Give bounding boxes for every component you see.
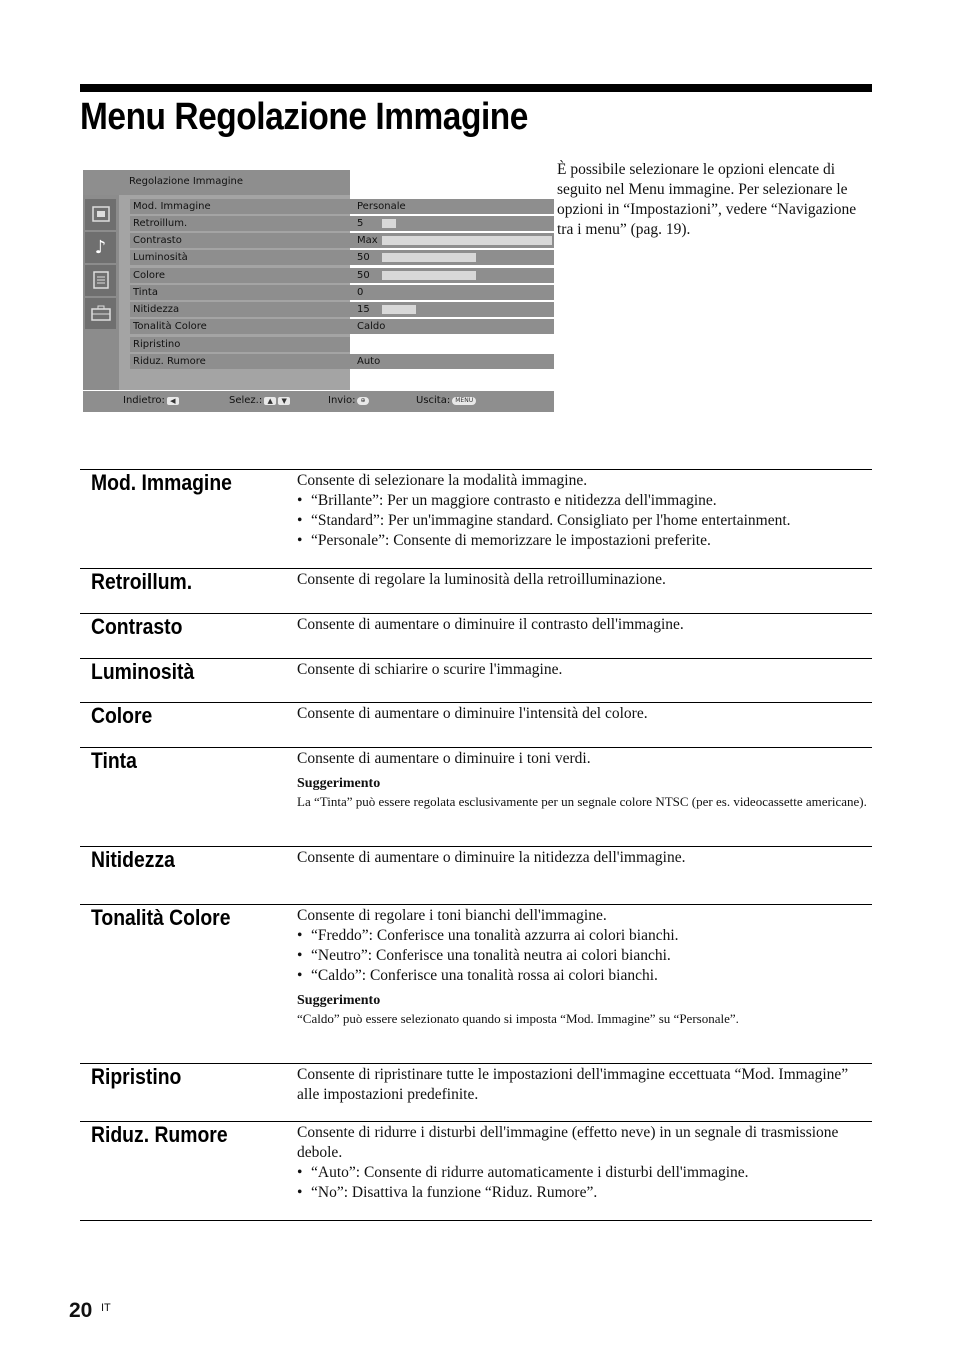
entry-description xyxy=(297,848,867,868)
entry-term: Riduz. Rumore xyxy=(91,1122,228,1147)
enter-hint: Invio: ⊕ xyxy=(328,395,369,406)
osd-title: Regolazione Immagine xyxy=(129,176,244,187)
entry xyxy=(80,568,872,594)
osd-footer xyxy=(83,391,554,412)
bottom-rule xyxy=(80,1220,872,1221)
bullet-item: • “Neutro”: Conferisce una tonalità neutra ai colori bianchi. xyxy=(297,946,867,966)
entry-description xyxy=(297,615,867,635)
entry-text: Consente di regolare i toni bianchi dell'immagine. xyxy=(297,907,607,924)
osd-titlebar xyxy=(83,170,350,195)
entry-description xyxy=(297,660,867,680)
entry-text: Consente di regolare la luminosità della retroilluminazione. xyxy=(297,571,666,588)
entry-description xyxy=(297,749,867,811)
entry xyxy=(80,904,872,1026)
entry-term: Contrasto xyxy=(91,614,183,639)
tip-heading: Suggerimento xyxy=(297,776,381,791)
osd-row-value: Auto xyxy=(350,354,554,369)
entry-term: Retroillum. xyxy=(91,569,193,594)
osd-row-label[interactable]: Ripristino xyxy=(130,337,350,352)
entry xyxy=(80,1063,872,1103)
page-language: IT xyxy=(101,1302,111,1314)
bullet-item: • “Brillante”: Per un maggiore contrasto e nitidezza dell'immagine. xyxy=(297,491,867,511)
tip-text: “Caldo” può essere selezionato quando si imposta “Mod. Immagine” su “Personale”. xyxy=(297,1011,739,1026)
entry xyxy=(80,613,872,639)
bullet-item: • “Auto”: Consente di ridurre automaticamente i disturbi dell'immagine. xyxy=(297,1163,867,1183)
osd-row-value: Caldo xyxy=(350,319,554,334)
osd-row-label[interactable]: Colore xyxy=(130,268,350,283)
entry xyxy=(80,846,872,872)
tip-text: La “Tinta” può essere regolata esclusivamente per un segnale colore NTSC (per es. videocassette americane). xyxy=(297,794,867,809)
enter-key-icon: ⊕ xyxy=(357,397,368,405)
bullet-item: • “Standard”: Per un'immagine standard. Consigliato per l'home entertainment. xyxy=(297,511,867,531)
entry-description xyxy=(297,1123,867,1203)
osd-row-label[interactable]: Retroillum. xyxy=(130,216,350,231)
bullet-item: • “Caldo”: Conferisce una tonalità rossa ai colori bianchi. xyxy=(297,966,867,986)
entry-description xyxy=(297,704,867,724)
entry-text: Consente di aumentare o diminuire l'intensità del colore. xyxy=(297,705,648,722)
osd-row-value: 0 xyxy=(350,285,554,300)
entry xyxy=(80,658,872,684)
back-arrow-icon: ◀ xyxy=(167,397,179,405)
entry-text: Consente di ridurre i disturbi dell'immagine (effetto neve) in un segnale di trasmissione debole. xyxy=(297,1124,839,1161)
entry-text: Consente di aumentare o diminuire la nitidezza dell'immagine. xyxy=(297,849,686,866)
intro-text: È possibile selezionare le opzioni elencate di seguito nel Menu immagine. Per selezionare le opzioni in “Impostazioni”, vedere “Navigazione tra i menu” (pag. 19). xyxy=(557,161,857,238)
entry-term: Tinta xyxy=(91,748,137,773)
osd-row-label[interactable]: Contrasto xyxy=(130,233,350,248)
entry-text: Consente di aumentare o diminuire i toni verdi. xyxy=(297,750,591,767)
osd-row-label[interactable]: Mod. Immagine xyxy=(130,199,350,214)
osd-level-bar xyxy=(382,236,552,245)
entry-term: Mod. Immagine xyxy=(91,470,232,495)
entry xyxy=(80,469,872,549)
entry-term: Tonalità Colore xyxy=(91,905,231,930)
settings-list-icon[interactable] xyxy=(85,265,116,296)
page-title: Menu Regolazione Immagine xyxy=(80,96,528,138)
osd-row-value: 50 xyxy=(350,250,554,265)
osd-level-bar xyxy=(382,219,396,228)
picture-icon[interactable] xyxy=(85,199,116,230)
osd-row-value: 5 xyxy=(350,216,554,231)
select-hint: Selez.: ▲ ▼ xyxy=(229,395,290,406)
bullet-item: • “Personale”: Consente di memorizzare le impostazioni preferite. xyxy=(297,531,867,551)
osd-row-label[interactable]: Nitidezza xyxy=(130,302,350,317)
page-number: 20 xyxy=(69,1299,93,1322)
exit-hint: Uscita: MENU xyxy=(416,395,476,406)
osd-level-bar xyxy=(382,253,476,262)
down-arrow-icon: ▼ xyxy=(278,397,290,405)
osd-row-label[interactable]: Tonalità Colore xyxy=(130,319,350,334)
entry-text: Consente di ripristinare tutte le impostazioni dell'immagine eccettuata “Mod. Immagine” alle impostazioni predefinite. xyxy=(297,1066,849,1103)
osd-row-value: 15 xyxy=(350,302,554,317)
osd-row-value: 50 xyxy=(350,268,554,283)
osd-icon-column xyxy=(83,195,119,390)
entry-text: Consente di selezionare la modalità immagine. xyxy=(297,472,588,489)
osd-row-label[interactable]: Riduz. Rumore xyxy=(130,354,350,369)
entry xyxy=(80,702,872,728)
bullet-item: • “Freddo”: Conferisce una tonalità azzurra ai colori bianchi. xyxy=(297,926,867,946)
entry-description xyxy=(297,1065,867,1105)
entry-text: Consente di aumentare o diminuire il contrasto dell'immagine. xyxy=(297,616,684,633)
osd-level-bar xyxy=(382,271,476,280)
osd-row-value: Personale xyxy=(350,199,554,214)
entry-term: Ripristino xyxy=(91,1064,182,1089)
osd-row-label[interactable]: Tinta xyxy=(130,285,350,300)
entry-term: Colore xyxy=(91,703,153,728)
entry-description xyxy=(297,471,867,551)
music-note-icon[interactable]: ♪ xyxy=(85,232,116,263)
osd-level-bar xyxy=(382,305,416,314)
back-hint: Indietro: ◀ xyxy=(123,395,179,406)
bullet-item: • “No”: Disattiva la funzione “Riduz. Rumore”. xyxy=(297,1183,867,1203)
entry xyxy=(80,1121,872,1201)
title-rule xyxy=(80,84,872,92)
tip-heading: Suggerimento xyxy=(297,993,381,1008)
toolbox-icon[interactable] xyxy=(85,298,116,329)
entry xyxy=(80,747,872,809)
osd-menu xyxy=(83,170,554,412)
entry-term: Luminosità xyxy=(91,659,195,684)
entry-description xyxy=(297,570,867,590)
entry-term: Nitidezza xyxy=(91,847,175,872)
osd-row-label[interactable]: Luminosità xyxy=(130,250,350,265)
osd-row-value: Max xyxy=(350,233,554,248)
up-arrow-icon: ▲ xyxy=(264,397,276,405)
menu-key-icon: MENU xyxy=(452,397,476,405)
entry-text: Consente di schiarire o scurire l'immagine. xyxy=(297,661,563,678)
entry-description xyxy=(297,906,867,1028)
